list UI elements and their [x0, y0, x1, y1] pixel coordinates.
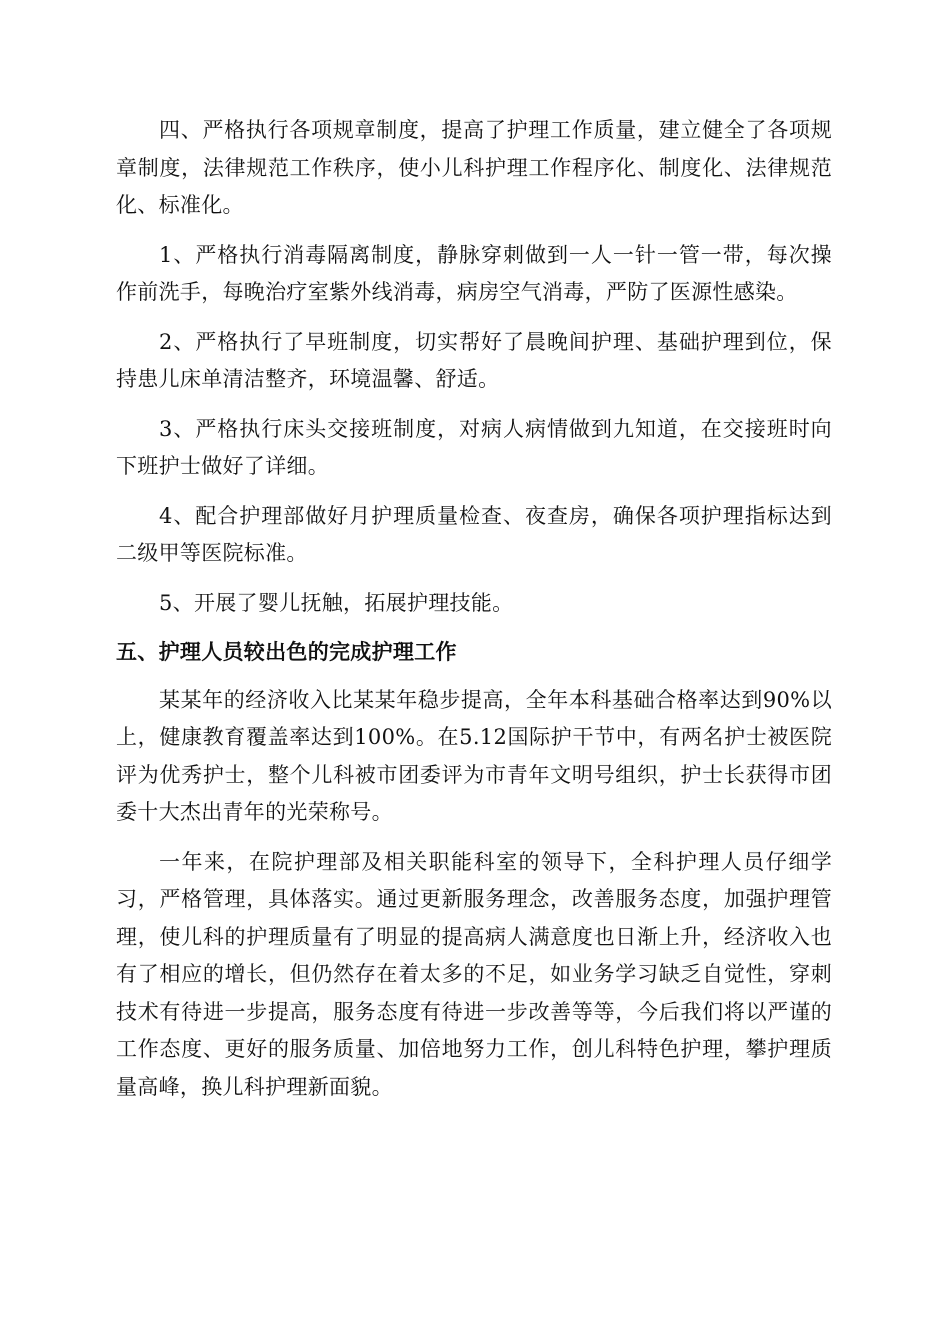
paragraph-item-3-handover: 3、严格执行床头交接班制度，对病人病情做到九知道，在交接班时向下班护士做好了详细。 — [116, 416, 832, 478]
document-body — [116, 112, 832, 1118]
paragraph-item-5-infant-touch: 5、开展了婴儿抚触，拓展护理技能。 — [159, 590, 514, 615]
paragraph-item-1-disinfection: 1、严格执行消毒隔离制度，静脉穿刺做到一人一针一管一带，每次操作前洗手，每晚治疗室紫外线消毒，病房空气消毒，严防了医源性感染。 — [116, 242, 832, 304]
paragraph-achievements: 某某年的经济收入比某某年稳步提高，全年本科基础合格率达到90%以上，健康教育覆盖率达到100%。在5.12国际护干节中，有两名护士被医院评为优秀护士，整个儿科被市团委评为市青年文明号组织，护士长获得市团委十大杰出青年的光荣称号。 — [116, 687, 832, 824]
paragraph-summary: 一年来，在院护理部及相关职能科室的领导下，全科护理人员仔细学习，严格管理，具体落实。通过更新服务理念，改善服务态度，加强护理管理，使儿科的护理质量有了明显的提高病人满意度也日渐上升，经济收入也有了相应的增长，但仍然存在着太多的不足，如业务学习缺乏自觉性，穿刺技术有待进一步提高，服务态度有待进一步改善等等，今后我们将以严谨的工作态度、更好的服务质量、加倍地努力工作，创儿科特色护理，攀护理质量高峰，换儿科护理新面貌。 — [116, 849, 832, 1099]
paragraph-item-4-quality-check: 4、配合护理部做好月护理质量检查、夜查房，确保各项护理指标达到二级甲等医院标准。 — [116, 503, 832, 565]
paragraph-section-four: 四、严格执行各项规章制度，提高了护理工作质量，建立健全了各项规章制度，法律规范工作秩序，使小儿科护理工作程序化、制度化、法律规范化、标准化。 — [116, 118, 832, 217]
paragraph-item-2-early-shift: 2、严格执行了早班制度，切实帮好了晨晚间护理、基础护理到位，保持患儿床单清洁整齐，环境温馨、舒适。 — [116, 329, 832, 391]
section-five-heading: 五、护理人员较出色的完成护理工作 — [116, 640, 457, 664]
